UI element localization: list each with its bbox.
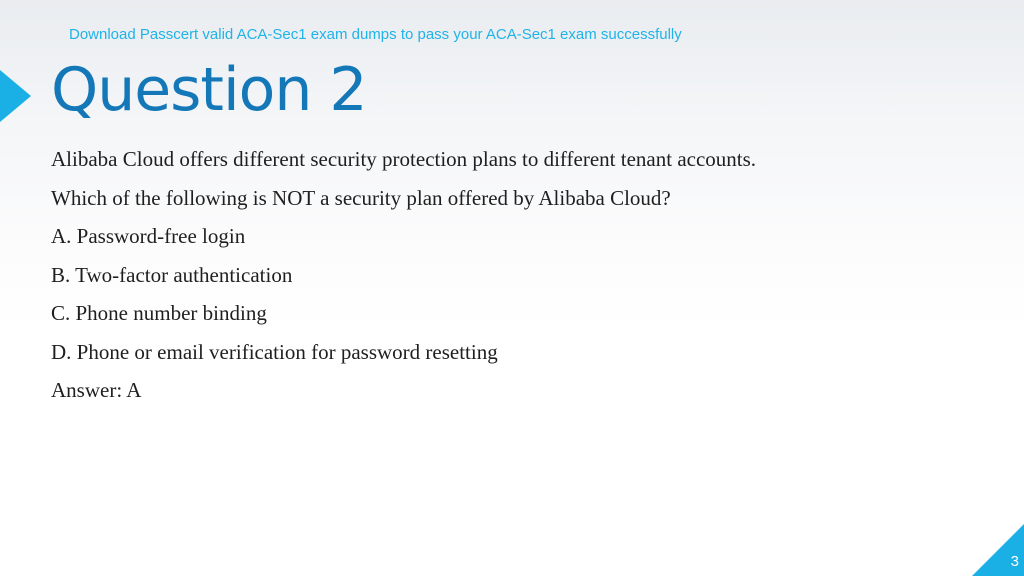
option-d: D. Phone or email verification for password resetting bbox=[51, 339, 498, 364]
page-number: 3 bbox=[1010, 553, 1019, 570]
question-text-line-1: Alibaba Cloud offers different security protection plans to different tenant accounts. bbox=[51, 147, 757, 171]
option-b: B. Two-factor authentication bbox=[51, 262, 293, 287]
question-text-line-2: Which of the following is NOT a security plan offered by Alibaba Cloud? bbox=[51, 185, 671, 210]
answer-line: Answer: A bbox=[51, 378, 142, 402]
header-banner: Download Passcert valid ACA-Sec1 exam dumps to pass your ACA-Sec1 exam successfully bbox=[69, 26, 682, 43]
title-arrow-icon bbox=[0, 70, 31, 122]
question-body bbox=[51, 145, 756, 415]
slide-title: Question 2 bbox=[51, 55, 367, 125]
option-c: C. Phone number binding bbox=[51, 301, 267, 325]
option-a: A. Password-free login bbox=[51, 224, 246, 248]
